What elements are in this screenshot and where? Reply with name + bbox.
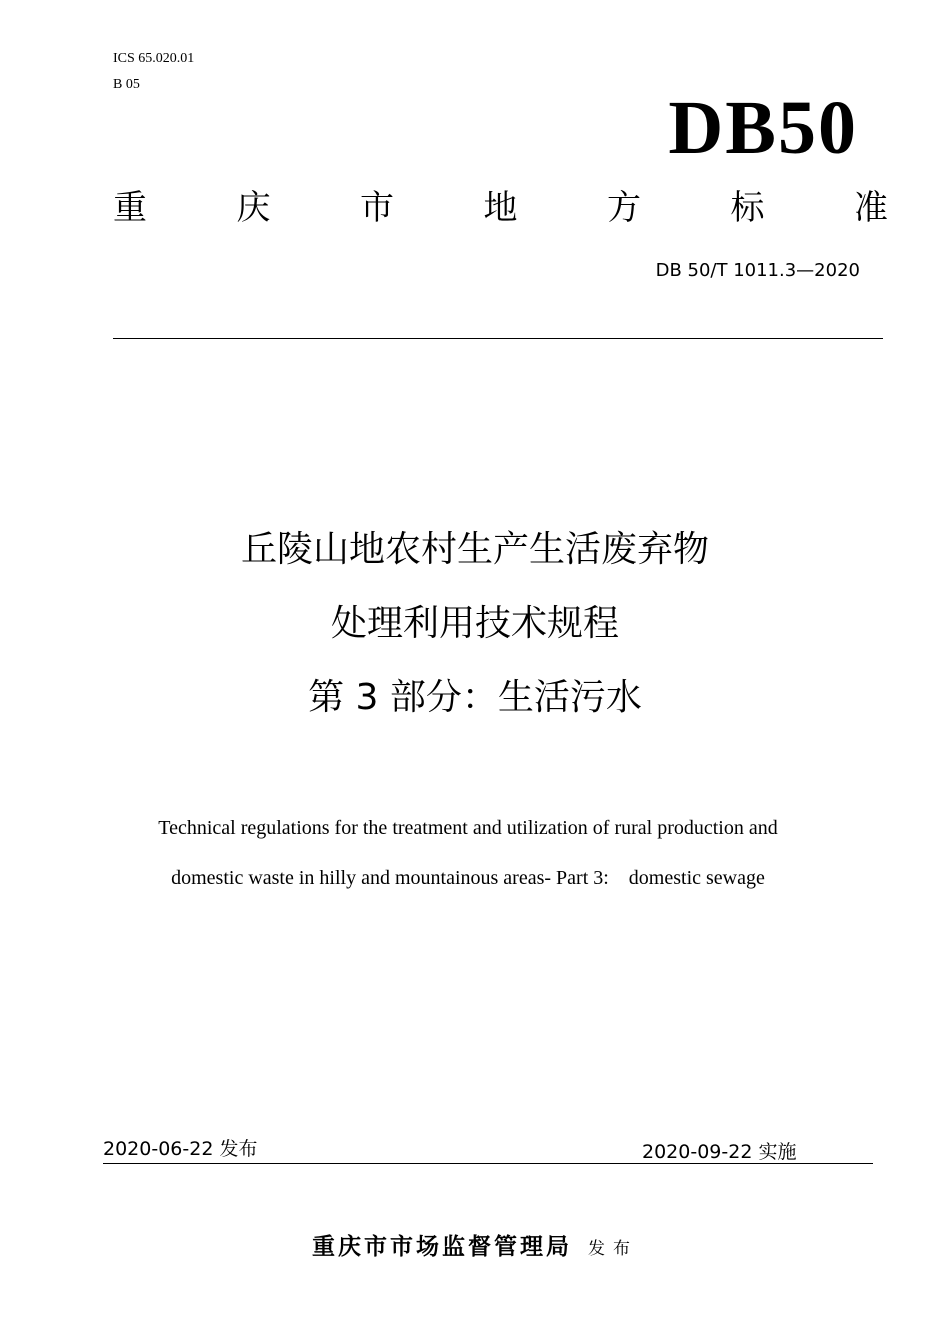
footer-divider (103, 1163, 873, 1164)
title-cn-line-2: 处理利用技术规程 (330, 603, 619, 644)
standard-mark: DB50 (668, 86, 858, 170)
title-cn-line-3: 第 3 部分：生活污水 (308, 677, 642, 718)
ics-code: ICS 65.020.01 (113, 51, 195, 66)
standard-type-char: 准 (854, 188, 888, 228)
header-divider (113, 338, 883, 339)
issuer-line (0, 1232, 950, 1264)
issue-date: 2020-06-22 发布 (103, 1138, 258, 1160)
standard-type-char: 地 (483, 188, 518, 228)
standard-type (113, 186, 888, 230)
title-en-line-2: domestic waste in hilly and mountainous areas- Part 3: domestic sewage (171, 867, 765, 889)
implementation-date: 2020-09-22 实施 (642, 1141, 797, 1163)
standard-type-char: 方 (607, 188, 641, 228)
standard-type-char: 重 (113, 188, 147, 228)
standard-type-char: 市 (360, 188, 394, 228)
title-cn-line-1: 丘陵山地农村生产生活废弃物 (240, 529, 709, 570)
issue-action: 发布 (588, 1239, 638, 1259)
ccs-code: B 05 (113, 77, 140, 92)
title-en-line-1: Technical regulations for the treatment and utilization of rural production and (158, 817, 778, 839)
issuer-name: 重庆市市场监督管理局 (312, 1234, 572, 1260)
standard-number: DB 50/T 1011.3—2020 (655, 260, 860, 281)
standard-type-char: 标 (730, 188, 765, 228)
standard-type-char: 庆 (236, 188, 271, 228)
